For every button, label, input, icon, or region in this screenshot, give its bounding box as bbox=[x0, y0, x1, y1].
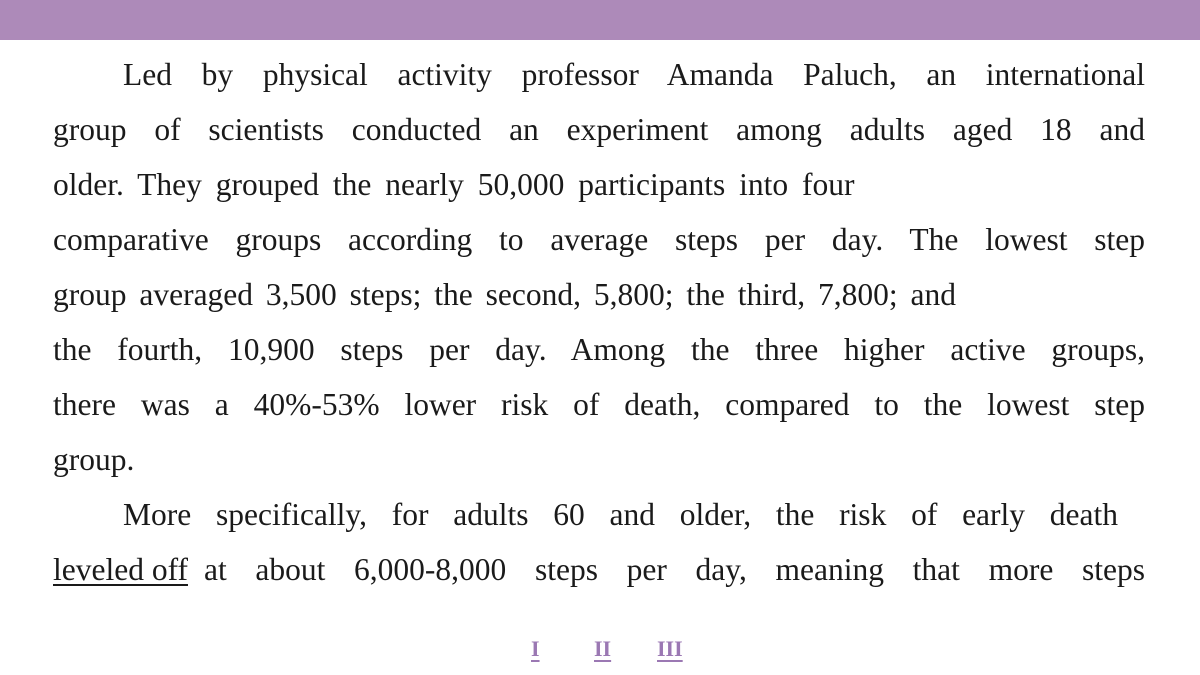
paragraph-1-line-4: comparative groups according to average steps per day. The lowest step bbox=[53, 222, 1145, 257]
paragraph-1-line-1: Led by physical activity professor Amanda Paluch, an international bbox=[123, 57, 1145, 92]
underlined-phrase: leveled off bbox=[53, 552, 188, 587]
nav-link-ii[interactable]: II bbox=[594, 636, 612, 661]
paragraph-2-line-2-rest: at about 6,000-8,000 steps per day, meaning that more steps bbox=[203, 552, 1145, 587]
paragraph-1-line-2: group of scientists conducted an experiment among adults aged 18 and bbox=[53, 112, 1145, 147]
nav-link-iii[interactable]: III bbox=[657, 636, 683, 661]
paragraph-1-line-7: there was a 40%-53% lower risk of death, compared to the lowest step bbox=[53, 387, 1145, 422]
paragraph-2-line-2 bbox=[53, 550, 1145, 590]
paragraph-1-line-5: group averaged 3,500 steps; the second, 5,800; the third, 7,800; and bbox=[53, 277, 956, 312]
paragraph-1-line-3: older. They grouped the nearly 50,000 participants into four bbox=[53, 167, 855, 202]
paragraph-1-line-6: the fourth, 10,900 steps per day. Among the three higher active groups, bbox=[53, 332, 1145, 367]
nav-link-i[interactable]: I bbox=[531, 636, 540, 661]
paragraph-2-line-1: More specifically, for adults 60 and older, the risk of early death bbox=[123, 497, 1118, 532]
page-navigation bbox=[0, 636, 1200, 670]
top-header-bar bbox=[0, 0, 1200, 40]
paragraph-1-line-8: group. bbox=[53, 442, 135, 477]
